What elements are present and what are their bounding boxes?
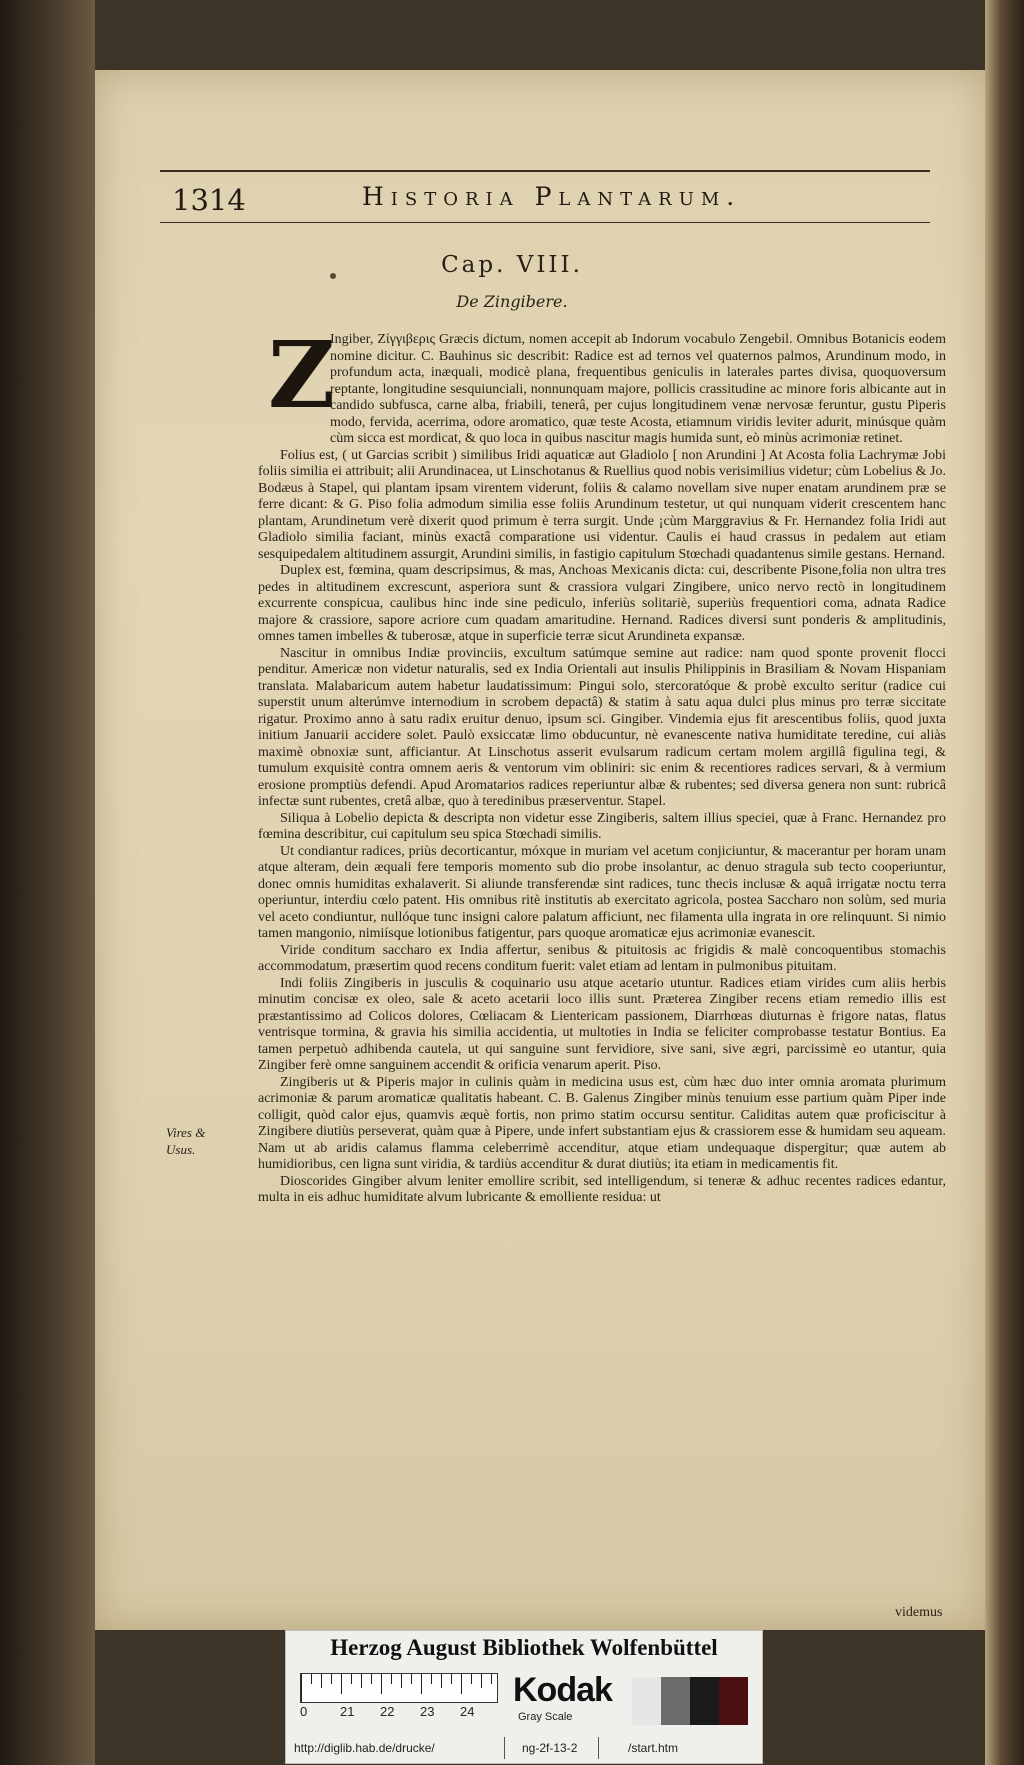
paragraph: Siliqua à Lobelio depicta & descripta non videtur esse Zingiberis, saltem illius speciei, quæ à Franc. Hernandez pro fœmina describitur, cui capitulum seu spica Stœchadi similis. bbox=[258, 810, 946, 842]
margin-note bbox=[166, 1124, 205, 1158]
main-text bbox=[258, 321, 946, 1207]
card-url: http://diglib.hab.de/drucke/ bbox=[294, 1741, 435, 1755]
chapter-subtitle: De Zingibere. bbox=[456, 292, 568, 311]
ink-spot bbox=[330, 273, 336, 279]
gray-scale-label: Gray Scale bbox=[518, 1711, 573, 1723]
paragraph: Ingiber, Ζίγγιβερις Græcis dictum, nomen accepit ab Indorum vocabulo Zengebil. Omnibus Botanicis eodem nomine dicitur. C. Bauhinus sic describit: Radice est ad ternos vel quaternos palmos, Arundinum modo, in profundum acta, inæquali, modicè plana, frequentibus geniculis in laterales partes divisa, quoquoversum reptante, longitudine sesquiunciali, nonnunquam majore, pollicis crassitudine ac minore foris albicante aut in candido subfusca, carne alba, friabili, tenerâ, per cujus longitudinem venæ nervosæ feruntur, gustu Piperis modo, fervida, acerrima, odore aromatico, quæ teste Acosta, etiamnum viridis leviter adurit, minúsque quàm cùm sicca est mordicat, & quo loca in quibus nascitur magis humida sunt, eò minùs acrimoniæ retinet. bbox=[330, 332, 946, 446]
margin-note-line: Vires & bbox=[166, 1125, 206, 1140]
ruler-number: 21 bbox=[340, 1704, 355, 1719]
card-signature: ng-2f-13-2 bbox=[522, 1741, 578, 1755]
footer-divider bbox=[598, 1737, 599, 1759]
paragraph: Zingiberis ut & Piperis major in culinis quàm in medicina usus est, cùm hæc duo inter omnia aromata plurimum acrimoniæ & parum aromaticæ qualitatis habeant. C. B. Galenus Zingiber minùs tenuium esse partium quàm Piper inde colligit, quòd calor ejus, quamvis æquè fortis, non primo statim occursu sentitur. Caliditas autem quæ proficiscitur à Zingibere diutiùs perseverat, quàm quæ à Pipere, unde infert substantiam ejus & crassiorem esse & humidam seu aqueam. Nam ut ab aridis calamus flamma celeberrimè accenditur, atque etiam undequaque dispergitur; quæ autem ab humidioribus, cen ligna sunt viridia, & tardiùs accenditur & durat diutiùs; ita etiam in medicamentis fit. bbox=[258, 1074, 946, 1172]
paragraph: Nascitur in omnibus Indiæ provinciis, excultum satúmque semine aut radice: nam quod sponte provenit flocci penditur. Americæ non videtur naturalis, sed ex India Orientali aut insulis Philippinis in Brasiliam & Novam Hispaniam translata. Malabaricum autem habetur laudatissimum: Pingui solo, stercoratóque & probè exculto seritur (radice cui superstit unum alterúmve internodium in scrobem depactâ) & statim à satu aqua dulci plus minus pro terræ siccitate rigatur. Proximo anno à satu radix eruitur denuo, ipsum sci. Gingiber. Vindemia ejus fit arescentibus foliis, quod juxta initium Januarii accidere solet. Paulò exsiccatæ limo obducuntur, nè evanescente nativa humiditate teredine, cui aliàs maximè obnoxiæ sunt, afficiantur. At Linschotus asserit evulsarum radicum certam molem argillâ figulina tegi, & tumulum exquisitè contra omnem aeris & ventorum vim obliniri: sic enim & recentiores radices servari, & à vermium erosione promptiùs defendi. Apud Aromatarios radices reperiuntur albæ & rubentes; sed diversa genera non sunt: rubricâ infectæ sunt rubentes, cretâ albæ, quo à teredinibus præserventur. Stapel. bbox=[258, 645, 946, 809]
page-number: 1314 bbox=[172, 183, 246, 217]
paragraph: Duplex est, fœmina, quam descripsimus, & mas, Anchoas Mexicanis dicta: cui, describente Pisone,folia non ultra tres pedes in altitudinem excrescunt, asperiora sunt & crassiora vulgari Zingibere, unico nervo rectò in longitudinem excurrente conspicua, caulibus hinc inde sine pediculo, inferiùs solitariè, superiùs frequentiori coma, adnata Radice majore & crassiore, sapore acriore cum quadam amaritudine. Hernand. Radices diversi sunt ponderis & amplitudinis, omnes tamen imbelles & tuberosæ, atque in superficie terræ sicut Arundineta expansæ. bbox=[258, 563, 946, 644]
paragraph: Folius est, ( ut Garcias scribit ) similibus Iridi aquaticæ aut Gladiolo [ non Arundini ] At Acosta folia Lachrymæ Jobi foliis similia ei attribuit; alii Arundinacea, ut Linschotanus & Ruellius quod nobis verisimilius videtur; cùm Lobelius & Jo. Bodæus à Stapel, qui plantam ipsam virentem viderunt, foliis & calamo novellam sive nuper enatam arundinem præ se ferre dicant: & G. Piso folia admodum similia esse foliis Arundinum testetur, ut qui nunquam viderit crescentem hanc plantam, Arundinetum verè dixerit quod primum è terra surgit. Unde ¡cùm Marggravius & Fr. Hernandez folia Iridi aut Gladiolo similia faciant, minùs exactâ comparatione usi videntur. Caulis ei haud crassus in pedalem aut etiam sesquipedalem altitudinem assurgit, Arundini similis, in fastigio capitulum Stœchadi quadantenus simile gestans. Hernand. bbox=[258, 447, 946, 562]
chapter-heading: Cap. VIII. bbox=[441, 252, 583, 278]
catchword: videmus bbox=[895, 1605, 943, 1620]
gray-scale-swatches bbox=[632, 1677, 748, 1725]
ruler-number: 23 bbox=[420, 1704, 435, 1719]
paragraph: Ut condiantur radices, priùs decorticantur, móxque in muriam vel acetum conjiciuntur, & macerantur per horam unam atque alteram, dein æquali fere temporis momento sub dio probe insolantur, ac denuo stragula sub tecto cooperiuntur, donec omnis humiditas exhalaverit. Si aliunde transferendæ sint radices, tunc thecis inclusæ & aquâ irrigatæ noctu terra operiuntur, interdiu cœlo patent. His omnibus ritè institutis ab exercitato agricola, postea Saccharo non solùm, sed muria vel aceto condiuntur, nullóque tunc insigni calore palatum afficiunt, nec filamenta ulla ingrata in ore relinquunt. Si nimio tamen mangonio, nimiísque lotionibus fatigentur, pars quoque aromaticæ ejus acrimoniæ evanescit. bbox=[258, 843, 946, 941]
running-title: Historia Plantarum. bbox=[362, 182, 742, 211]
ruler-scale bbox=[300, 1673, 498, 1703]
header-rule-bottom bbox=[160, 222, 930, 223]
card-footer bbox=[286, 1733, 762, 1761]
kodak-logo: Kodak bbox=[513, 1671, 612, 1709]
drop-capital: Z bbox=[268, 321, 336, 429]
header-rule-top bbox=[160, 170, 930, 172]
paragraph: Indi foliis Zingiberis in jusculis & coquinario usu atque acetario utuntur. Radices etiam virides cum aliis herbis minutim concisæ ex oleo, sale & aceto acetarii loco illis sunt. Præterea Zingiber recens etiam remedio illis est præstantissimo ad Colicos dolores, Cœliacam & Lientericam passionem, Diarrhœas diuturnas è frigore natas, flatus ventrisque tormina, & gravia his similia accidentia, ut multoties in India se feliciter comprobasse testatur Bontius. Ea tamen perpetuò adhibenda cautela, ut qui sanguine sunt fervidiore, sive sani, sive ægri, parcissimè eo utantur, quia Zingiber ferè omne sanguinem accendit & orificia venarum aperit. Piso. bbox=[258, 975, 946, 1073]
ruler-number: 0 bbox=[300, 1704, 308, 1719]
paragraph: Viride conditum saccharo ex India affertur, senibus & pituitosis ac frigidis & malè concoquentibus stomachis accommodatum, præsertim quod recens conditum fuerit: valet etiam ad lentam in pulmonibus pituitam. bbox=[258, 942, 946, 974]
card-start: /start.htm bbox=[628, 1741, 679, 1755]
margin-note-line: Usus. bbox=[166, 1142, 196, 1157]
target-card bbox=[285, 1630, 763, 1764]
footer-divider bbox=[504, 1737, 505, 1759]
ruler-number: 22 bbox=[380, 1704, 395, 1719]
paragraph: Dioscorides Gingiber alvum leniter emollire scribit, sed intelligendum, si teneræ & adhuc recentes radices edantur, multa in eis adhuc humiditate alvum lubricante & emolliente residua: ut bbox=[258, 1173, 946, 1205]
ruler-number: 24 bbox=[460, 1704, 475, 1719]
library-name: Herzog August Bibliothek Wolfenbüttel bbox=[330, 1635, 718, 1660]
